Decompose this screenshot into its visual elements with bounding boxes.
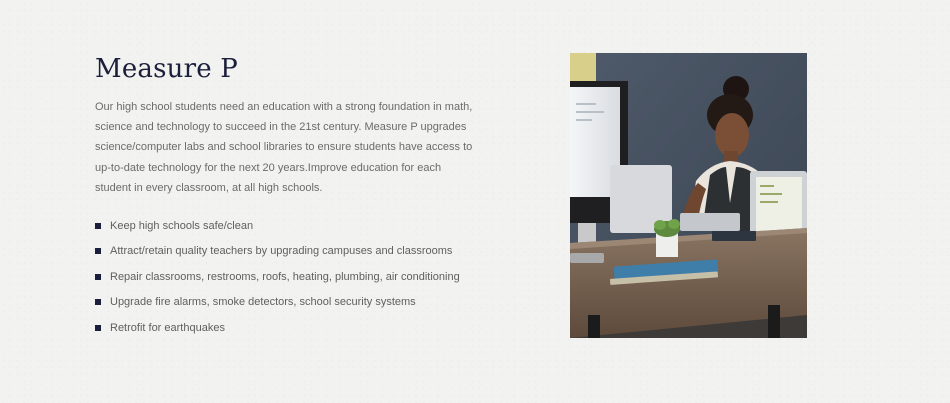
photo-illustration — [570, 53, 807, 338]
bullet-item — [95, 318, 485, 343]
student-computer-lab-photo — [570, 53, 807, 338]
square-bullet-icon — [95, 248, 101, 254]
bullet-item — [95, 216, 485, 241]
bullet-text: Upgrade fire alarms, smoke detectors, school security systems — [110, 296, 416, 309]
bullet-item — [95, 292, 485, 317]
bullet-item — [95, 267, 485, 292]
bullet-text: Attract/retain quality teachers by upgrading campuses and classrooms — [110, 245, 453, 258]
intro-paragraph: Our high school students need an education with a strong foundation in math, science and technology to succeed in the 21st century. Measure P upgrades science/computer labs and school libraries to ensure students have access to up-to-date technology for the next 20 years.Improve education for each student in every classroom, at all high schools. — [95, 101, 473, 194]
square-bullet-icon — [95, 325, 101, 331]
bullet-text: Keep high schools safe/clean — [110, 220, 254, 233]
text-column — [95, 52, 485, 343]
bullet-list — [95, 216, 485, 343]
square-bullet-icon — [95, 223, 101, 229]
square-bullet-icon — [95, 299, 101, 305]
bullet-item — [95, 241, 485, 266]
square-bullet-icon — [95, 274, 101, 280]
bullet-text: Retrofit for earthquakes — [110, 321, 225, 334]
section-title: Measure P — [95, 54, 238, 84]
bullet-text: Repair classrooms, restrooms, roofs, heating, plumbing, air conditioning — [110, 270, 460, 283]
